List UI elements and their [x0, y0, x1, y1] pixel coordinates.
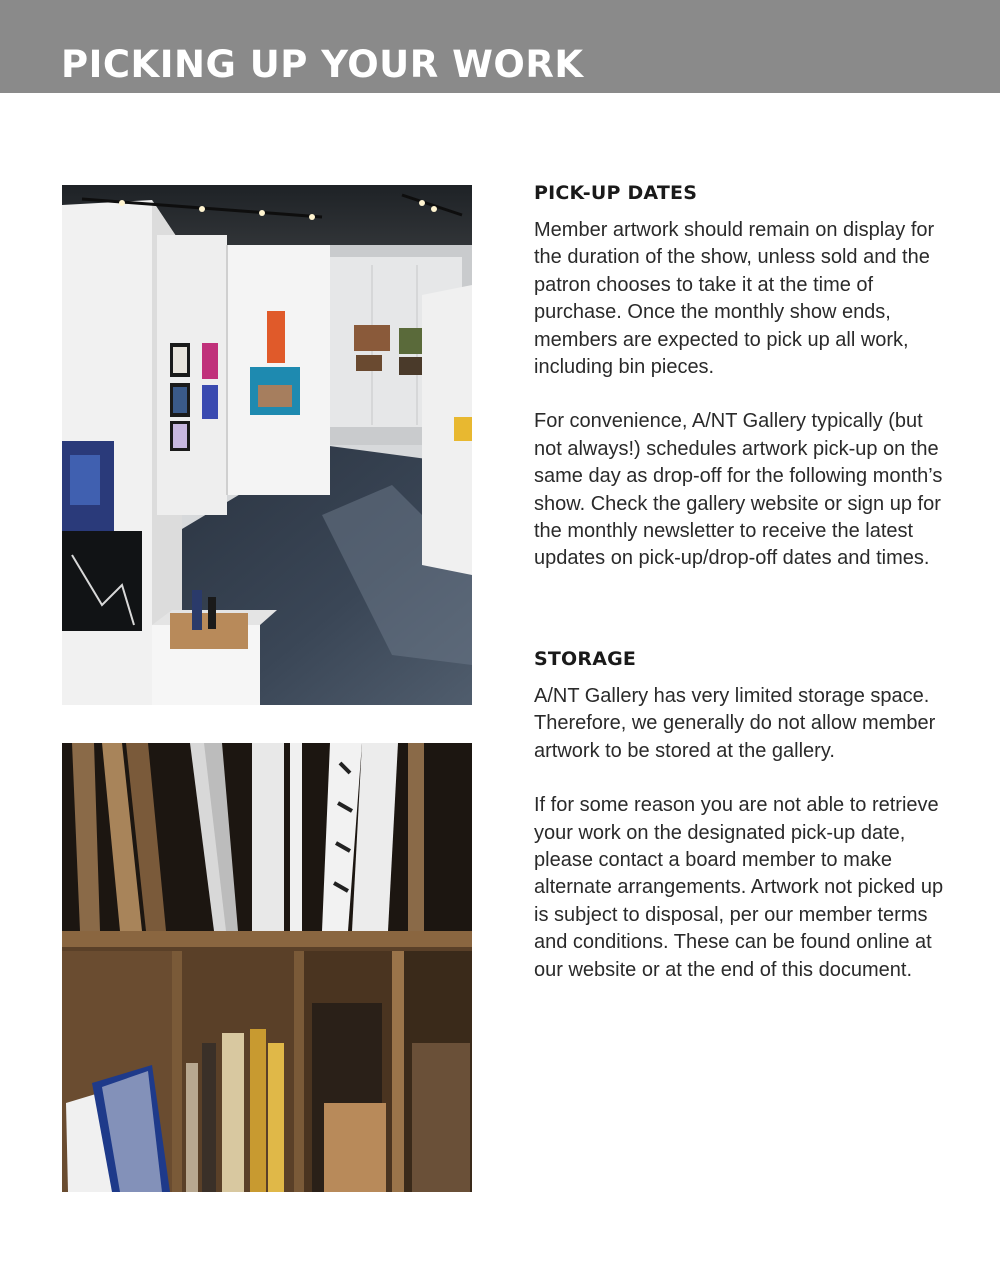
storage-section [534, 647, 954, 984]
pickup-dates-heading: PICK-UP DATES [534, 182, 698, 204]
pickup-dates-paragraph-2: For convenience, A/NT Gallery typically (but not always!) schedules artwork pick-up on the same day as drop-off for the following month’s show. Check the gallery website or sign up for the monthly newsletter to receive the latest updates on pick-up/drop-off dates and times. [534, 410, 943, 570]
pickup-dates-section [534, 181, 954, 573]
page-header [0, 0, 1000, 93]
storage-bins-photo [62, 743, 472, 1192]
storage-heading: STORAGE [534, 648, 637, 670]
gallery-interior-photo [62, 185, 472, 705]
storage-bins-illustration [62, 743, 472, 1192]
pickup-dates-paragraph-1: Member artwork should remain on display for the duration of the show, unless sold and the patron chooses to take it at the time of purchase. Once the monthly show ends, members are expected to pick up all work, including bin pieces. [534, 219, 935, 379]
page-title: PICKING UP YOUR WORK [61, 43, 584, 86]
storage-paragraph-2: If for some reason you are not able to retrieve your work on the designated pick-up date, please contact a board member to make alternate arrangements. Artwork not picked up is subject to disposal, per our member terms and conditions. These can be found online at our website or at the end of this document. [534, 794, 944, 981]
gallery-interior-illustration [62, 185, 472, 705]
storage-paragraph-1: A/NT Gallery has very limited storage space. Therefore, we generally do not allow member artwork to be stored at the gallery. [534, 685, 936, 762]
